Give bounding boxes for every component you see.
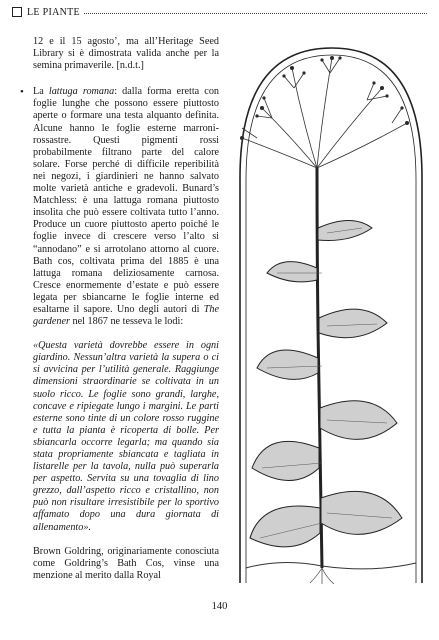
lettuce-plant-engraving-icon	[222, 28, 432, 588]
quote-paragraph: «Questa varietà dovrebbe essere in ogni giardino. Nessun’altra varietà la supera o ci si avvicina per l’utilità generale. Raggiunge dimensioni straordinarie se coltivata in un suolo ricco. Le foglie sono grandi, larghe, concave e ripiegate lungo i margini. Le parti esterne sono tinte di un colore rosso ruggine e tutta la pianta è ricoperta di bolle. Per sbiancarla occorre legarla; ma quando sia stata propriamente sbiancata e tagliata in listarelle per la tavola, nulla può superarla per aspetto. Servita su una tovaglia di lino grezzo, dall’aspetto ricco e cristallino, non può non risultare irresistibile per lo sportivo affamato dopo una dura giornata di allenamento».	[33, 340, 219, 533]
bullet-tail: nel 1867 ne tesseva le lodi:	[69, 316, 184, 328]
intro-paragraph: 12 e il 15 agosto’, ma all’Heritage Seed Library si è dimostrata valida anche per la semina primaverile. [n.d.t.]	[33, 36, 219, 72]
ground-line	[246, 562, 416, 568]
source-title: The gardener	[33, 303, 219, 328]
square-marker-icon	[12, 7, 22, 17]
bullet-icon: •	[20, 86, 24, 99]
page-number: 140	[211, 601, 228, 612]
bullet-lead: La	[33, 86, 49, 98]
bullet-body: : dalla forma eretta con foglie lunghe che possono essere piuttosto aperte o formare una testa alquanto definita. Alcune hanno le foglie esterne marroni-rossastre. Questi pigmenti rossi probabilmente filtrano parte del calore solare. Forse perché di difficile reperibilità nei negozi, i giardinieri ne hanno salvato molte varietà antiche e gradevoli. Bunard’s Matchless: è una lattuga romana piuttosto insolita che può essere coltivata tutto l’anno. Produce un cuore piuttosto aperto poiché le foglie invece di crescere verso l’alto si “annodano” e si arrotolano attorno al cuore. Bath cos, coltivata prima del 1885 è una lattuga romana deliziosamente carnosa. Cresce enormemente d’estate e può essere legata per sbiancarne le foglie interne ed esaltarne il sapore. Uno degli autori di	[33, 86, 220, 315]
term-lattuga-romana: lattuga romana	[48, 86, 115, 98]
bullet-paragraph	[33, 86, 219, 328]
text-column	[20, 36, 220, 582]
leaves	[250, 221, 402, 547]
closing-paragraph: Brown Goldring, originariamente conosciuta come Goldring’s Bath Cos, vinse una menzione al merito dalla Royal	[33, 545, 219, 581]
flower-buds	[240, 56, 409, 140]
running-header	[12, 5, 427, 19]
bullet-item-romaine	[20, 86, 220, 328]
roots	[310, 568, 334, 584]
dotted-leader-line	[84, 13, 427, 14]
section-title: LE PIANTE	[27, 6, 80, 18]
